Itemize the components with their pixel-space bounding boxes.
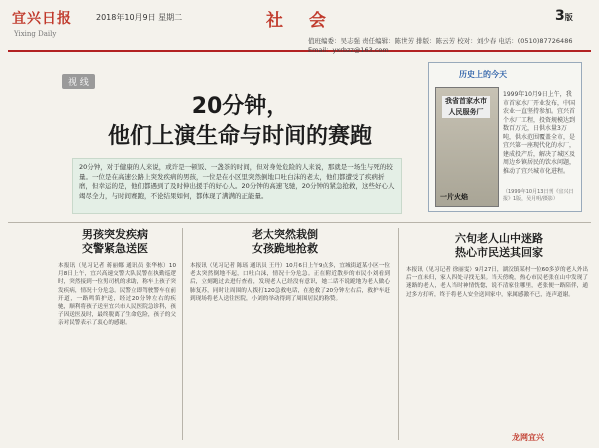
section-title: 社 会 — [266, 11, 336, 31]
feature-kicker: 视 线 — [62, 74, 95, 89]
history-sidebar — [428, 62, 582, 212]
article-2-body: 本报讯（见习记者 陈瑶 通讯员 王丹）10月6日上午9点多，宜城街道某小区一位老太突然倒地不起，口吐白沫，情况十分危急。正在附近散步的市民小刘看到后，立刻跑过去进行查看，发现老人已经没有意识，她二话不说跪地为老人做心肺复苏，同时让周围的人拨打120急救电话，在抢救了20分钟左右后，救护车赶到现场将老人送往医院，小刘的举动得到了周围居民的称赞。 — [190, 263, 390, 302]
photo-caption: 一片火焰 — [440, 193, 468, 201]
article-1-body: 本报讯（见习记者 蒋丽娜 通讯员 张华栋）10月8日上午，宜兴高速交警大队民警在执勤巡逻时，突然接到一位男司机的求助，称车上孩子突发疾病，情况十分危急。民警立即驾驶警车在前开道，一路鸣笛护送，经过20分钟左右的疾驰，顺利将孩子送至宜兴市人民医院急诊科，孩子因送医及时，最终脱离了生命危险，孩子的父亲对民警表示了衷心的感谢。 — [58, 263, 176, 327]
photo-sign: 我省首家水市人民服务厂 — [442, 96, 490, 118]
headline-line-1: 20分钟， — [191, 94, 289, 119]
page-number: 3版 — [555, 8, 573, 24]
newspaper-logo-subtitle: Yixing Daily — [14, 30, 57, 38]
article-3-body: 本报讯（见习记者 徐丽雯）9月27日，湖㳇镇某村一位60多岁的老人外出后一直未归，家人四处寻找无果。当天傍晚，热心市民老张在山中发现了迷路的老人，老人当时神情恍惚，说不清家住哪里，老张便一路陪伴，通过多方打听，终于将老人安全送回家中，家属感激不已，连声道谢。 — [406, 267, 588, 298]
article-2-title-line-2: 女孩跪地抢救 — [252, 242, 318, 255]
article-1-title-line-2: 交警紧急送医 — [82, 242, 148, 255]
sidebar-note: （1999年10月13日刊《宜兴日报》1版，吴月明/摄影） — [503, 189, 574, 202]
article-2-title-line-1: 老太突然栽倒 — [252, 228, 318, 241]
newspaper-logo: 宜兴日报 — [12, 11, 72, 27]
column-divider — [398, 228, 399, 440]
sidebar-photo — [435, 87, 499, 207]
article-3-title — [414, 232, 584, 260]
headline-line-2: 他们上演生命与时间的赛跑 — [107, 124, 372, 149]
article-3-title-line-1: 六旬老人山中迷路 — [455, 232, 543, 245]
article-1-title-line-1: 男孩突发疾病 — [82, 228, 148, 241]
masthead — [8, 6, 591, 52]
feature-lead: 20分钟，对于健康的人来说，或许是一顿饭、一盏茶的时间，但对身处危险的人来说，那就是一场生与死的较量。一位是在高速公路上突发疾病的男孩，一位是在小区里突然倒地口吐白沫的老太，他们都遭受了疾病折磨，但幸运的是，他们都遇到了及时伸出援手的好心人。20分钟的高速飞驰，20分钟的紧急抢救，这些好心人竭尽全力，与时间赛跑，不论结果如何，都体现了满满的正能量。 — [72, 158, 402, 214]
sidebar-title: 历史上的今天 — [459, 70, 507, 79]
feature-headline — [60, 92, 420, 152]
issue-date: 2018年10月9日 星期二 — [96, 13, 183, 22]
article-1-title — [60, 228, 170, 256]
editor-credits: 值班编委：吴志强 责任编辑：陈世芳 排版：陈云芳 校对：刘少春 电话：(0510)87726486 Email：yxrbzz@163.com — [308, 37, 573, 54]
sidebar-text: 1999年10月9日上午，我市首家水厂开业发布，中国农业一直坚持参加。宜兴首个水厂工程，投资规模达到数百万元，日供水量3万吨，供水范围覆盖全市，是宜兴第一座现代化的水厂，建成投产后，解决了城区及周边乡镇居民的饮水问题，推动了宜兴城市化进程。 — [503, 91, 576, 175]
article-2-title — [205, 228, 365, 256]
footer-logo: 龙网宜兴 — [512, 433, 544, 442]
article-3-title-line-2: 热心市民送其回家 — [455, 246, 543, 259]
divider — [8, 222, 591, 223]
column-divider — [182, 228, 183, 440]
